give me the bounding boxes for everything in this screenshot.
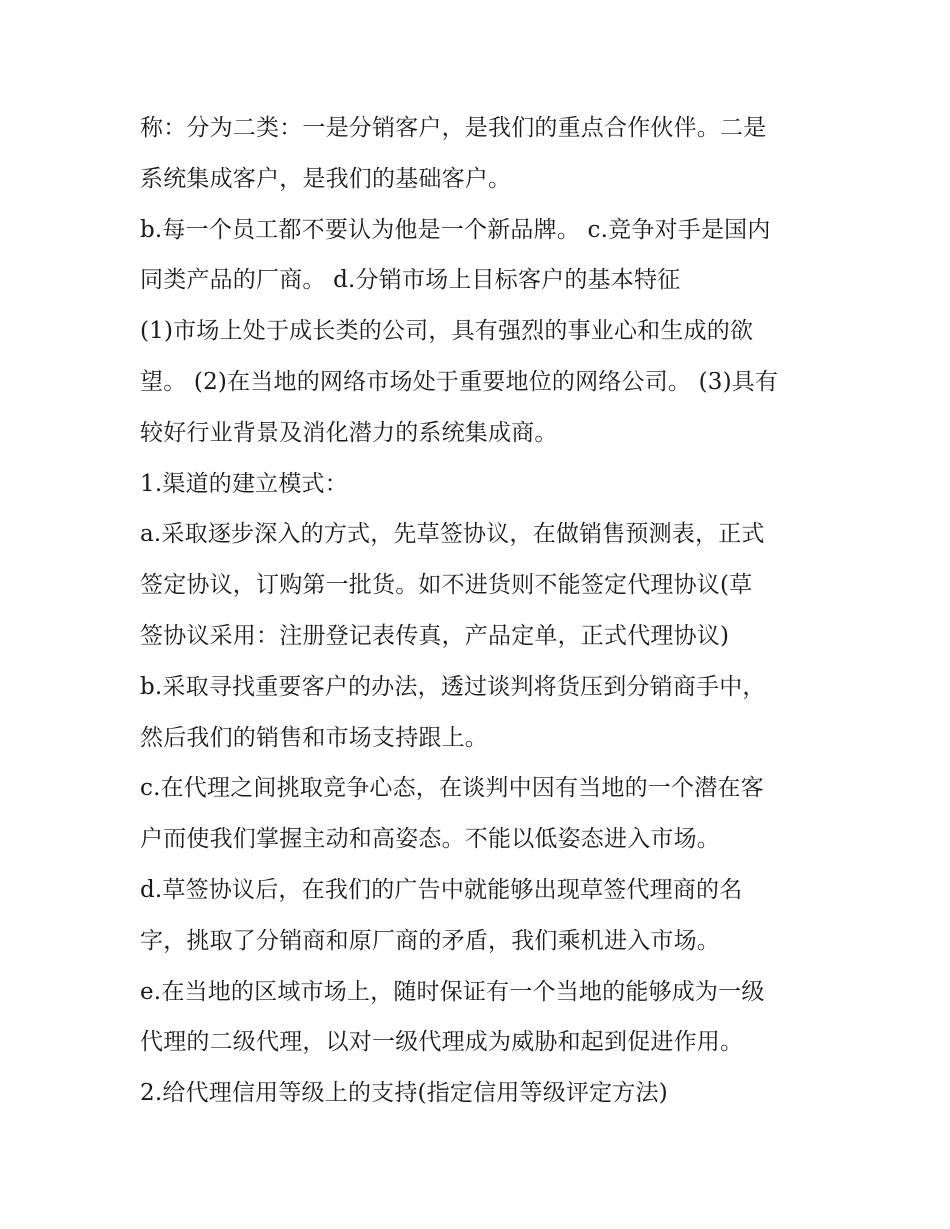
document-body bbox=[140, 103, 820, 1119]
text-line: 系统集成客户，是我们的基础客户。 bbox=[140, 165, 512, 192]
text-line: 代理的二级代理，以对一级代理成为威胁和起到促进作用。 bbox=[140, 1029, 744, 1056]
text-line: 然后我们的销售和市场支持跟上。 bbox=[140, 724, 488, 751]
text-line: 同类产品的厂商。 d.分销市场上目标客户的基本特征 bbox=[140, 267, 681, 294]
section-heading: 1.渠道的建立模式： bbox=[140, 470, 348, 497]
text-line: d.草签协议后，在我们的广告中就能够出现草签代理商的名 bbox=[140, 876, 743, 903]
text-line: 称：分为二类：一是分销客户，是我们的重点合作伙伴。二是 bbox=[140, 115, 767, 141]
text-line: 签定协议，订购第一批货。如不进货则不能签定代理协议(草 bbox=[140, 572, 753, 599]
text-line: b.每一个员工都不要认为他是一个新品牌。 c.竞争对手是国内 bbox=[140, 216, 771, 243]
text-line: 户而使我们掌握主动和高姿态。不能以低姿态进入市场。 bbox=[140, 826, 720, 853]
text-line: (1)市场上处于成长类的公司，具有强烈的事业心和生成的欲 bbox=[140, 318, 754, 345]
section-heading: 2.给代理信用等级上的支持(指定信用等级评定方法) bbox=[140, 1080, 668, 1107]
text-line: c.在代理之间挑取竞争心态，在谈判中因有当地的一个潜在客 bbox=[140, 775, 764, 802]
text-line: 签协议采用：注册登记表传真，产品定单，正式代理协议) bbox=[140, 622, 730, 649]
text-line: e.在当地的区域市场上，随时保证有一个当地的能够成为一级 bbox=[140, 978, 765, 1005]
text-line: 字，挑取了分销商和原厂商的矛盾，我们乘机进入市场。 bbox=[140, 927, 720, 954]
text-line: 望。 (2)在当地的网络市场处于重要地位的网络公司。 (3)具有 bbox=[140, 368, 779, 395]
text-line: 较好行业背景及消化潜力的系统集成商。 bbox=[140, 419, 558, 446]
text-line: b.采取寻找重要客户的办法，透过谈判将货压到分销商手中， bbox=[140, 673, 766, 700]
text-line: a.采取逐步深入的方式，先草签协议，在做销售预测表，正式 bbox=[140, 521, 765, 548]
